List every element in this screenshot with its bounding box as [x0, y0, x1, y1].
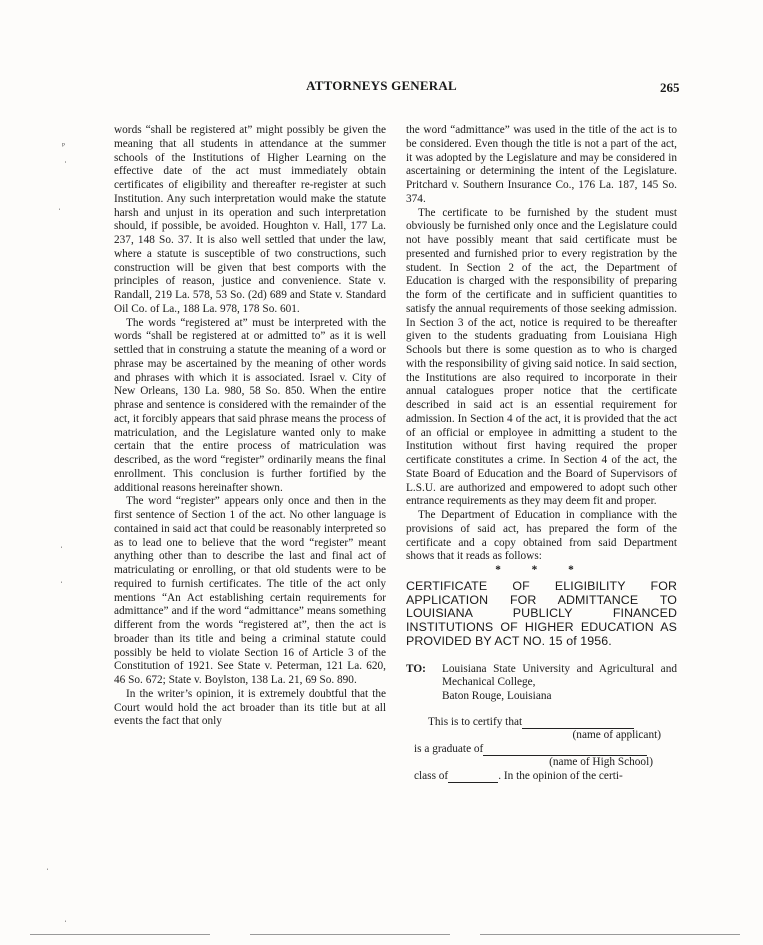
- margin-speck: ˙: [64, 160, 67, 170]
- paragraph: The words “registered at” must be interpreted with the words “shall be registered at or admitted to” as it is well settled that in construing a statute the meaning of a word or phrase may be ascertained by the meaning of other words and phrases with which it is associated. Israel v. City of New Orleans, 130 La. 980, 58 So. 850. When the entire phrase and sentence is considered with the remainder of the act, it forcibly appears that said phrase means the process of matriculation, and the Legislature wanted only to make certain that the entire process of matriculation was described, as the word “register” ordinarily means the final enrollment. This conclusion is further fortified by the additional reasons hereinafter shown.: [114, 316, 386, 494]
- left-column: [114, 124, 386, 729]
- right-column-paragraphs: [406, 124, 677, 564]
- paragraph: words “shall be registered at” might possibly be given the meaning that all students in attendance at the summer schools of the Institutions of Higher Learning on the effective date of the act must immediately obtain certificates of eligibility and thereafter re-register at such Institution. Any such interpretation would make the statute harsh and unjust in its operation and such interpretation should, if possible, be avoided. Houghton v. Hall, 177 La. 237, 148 So. 37. It is also well settled that under the law, where a statute is susceptible of two constructions, such construction will be given that best comports with the principles of reason, justice and convenience. State v. Randall, 219 La. 578, 53 So. (2d) 689 and State v. Standard Oil Co. of La., 188 La. 978, 178 So. 601.: [114, 124, 386, 315]
- paragraph: In the writer’s opinion, it is extremely doubtful that the Court would hold the act broader than its title but at all events the fact that only: [114, 687, 386, 728]
- margin-speck: ˌ: [58, 200, 61, 210]
- to-line: Louisiana State University and Agricultural and Mechanical College,: [442, 662, 677, 689]
- to-line: Baton Rouge, Louisiana: [442, 690, 552, 703]
- school-caption: (name of High School): [549, 756, 653, 769]
- applicant-row: [406, 716, 677, 730]
- margin-speck: ᵖ: [62, 140, 65, 150]
- bottom-edge-line: [480, 934, 740, 935]
- graduate-label: is a graduate of: [414, 742, 484, 755]
- certificate-addressee: [406, 663, 677, 704]
- margin-speck: ˈ: [60, 580, 63, 590]
- to-label: TO:: [406, 662, 426, 675]
- separator-asterisks: * * *: [495, 564, 588, 576]
- certificate-form: [406, 580, 677, 784]
- class-year-blank: [448, 771, 498, 783]
- certificate-heading: CERTIFICATE OF ELIGIBILITY FOR APPLICATION FOR ADMITTANCE TO LOUISIANA PUBLICLY FINANCED INSTITUTIONS OF HIGHER EDUCATION AS PROVIDED BY ACT NO. 15 of 1956.: [406, 578, 677, 648]
- margin-speck: ˌ: [64, 912, 67, 922]
- margin-speck: ˌ: [46, 860, 49, 870]
- certificate-fill-in: [406, 716, 677, 784]
- paragraph: The Department of Education in compliance with the provisions of said act, has prepared the form of the certificate and a copy obtained from said Department shows that it reads as follows:: [406, 509, 677, 563]
- paragraph: the word “admittance” was used in the title of the act is to be considered. Even though the title is not a part of the act, it was adopted by the Legislature and may be considered in ascertaining or determining the intent of the Legislature. Pritchard v. Southern Insurance Co., 176 La. 187, 145 So. 374.: [406, 124, 677, 205]
- class-row: [406, 770, 677, 784]
- class-label: class of: [414, 769, 449, 782]
- school-name-blank: [483, 744, 647, 756]
- opinion-text: . In the opinion of the certi-: [498, 769, 623, 782]
- bottom-edge-line: [30, 934, 210, 935]
- school-row: [406, 743, 677, 757]
- page-title: ATTORNEYS GENERAL: [306, 78, 457, 93]
- margin-speck: ˈ: [60, 545, 63, 555]
- to-address: [442, 663, 677, 704]
- page-number: 265: [660, 80, 680, 95]
- applicant-caption: (name of applicant): [572, 729, 661, 742]
- paragraph: The word “register” appears only once and then in the first sentence of Section 1 of the act. No other language is contained in said act that could be reasonably interpreted so as to lead one to believe that the word “register” meant anything other than to describe the last and final act of matriculating or enrolling, or that old students were to be required to furnish certificates. The title of the act only mentions “An Act establishing certain requirements for admittance” and if the word “admittance” means something different from the words “registered at”, then the act is broader than its title and being a criminal statute could possibly be held to violate Section 16 of Article 3 of the Constitution of 1921. See State v. Peterman, 121 La. 620, 46 So. 672; State v. Boylston, 138 La. 21, 69 So. 890.: [114, 495, 386, 686]
- applicant-name-blank: [522, 717, 634, 729]
- bottom-edge-line: [250, 934, 450, 935]
- certify-label: This is to certify that: [428, 715, 523, 728]
- right-column: [406, 124, 677, 783]
- paragraph: The certificate to be furnished by the student must obviously be furnished only once and the Legislature could not have possibly meant that said certificate must be presented and furnished prior to every registration by the student. In Section 2 of the act, the Department of Education is charged with the responsibility of preparing the form of the certificate and in sufficient quantities to satisfy the annual requirements of those seeking admission. In Section 3 of the act, notice is required to be thereafter given to the students graduating from Louisiana High Schools but there is some question as to who is charged with the responsibility of giving said notice. In said section, the Institutions are also required to incorporate in their annual catalogues proper notice that the certificate described in said act is an essential requirement for admission. In Section 4 of the act, it is provided that the act of an official or employee in admitting a student to the Institution without first having required the proper certificate constitutes a crime. In Section 4 of the act, the State Board of Education and the Board of Supervisors of L.S.U. are authorized and empowered to adopt such other entrance requirements as they may deem fit and proper.: [406, 206, 677, 508]
